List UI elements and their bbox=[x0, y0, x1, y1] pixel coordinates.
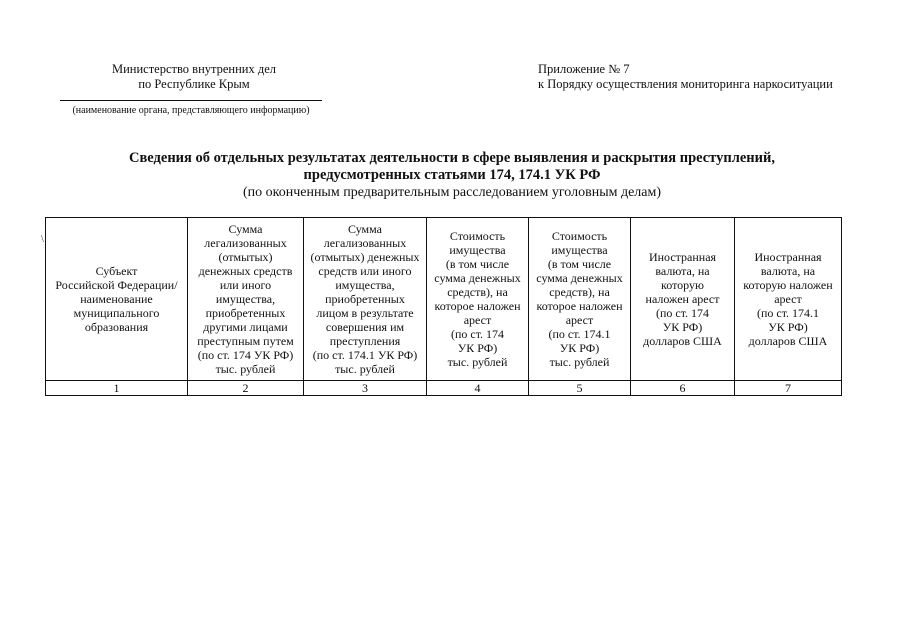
header-line: (отмытых) bbox=[218, 250, 273, 264]
header-line: тыс. рублей bbox=[215, 362, 276, 376]
header-line: Сумма bbox=[228, 222, 263, 236]
header-line: Сумма bbox=[348, 222, 382, 236]
header-line: (по ст. 174.1 bbox=[756, 306, 820, 320]
header-line: совершения им bbox=[325, 320, 405, 334]
column-header-currency-174 bbox=[631, 218, 735, 381]
column-number: 6 bbox=[631, 381, 735, 396]
header-line: Иностранная bbox=[754, 250, 822, 264]
header-line: Субъект bbox=[95, 264, 138, 278]
issuer-name-line2: по Республике Крым bbox=[138, 77, 250, 91]
column-number: 1 bbox=[46, 381, 188, 396]
header-line: наименование bbox=[80, 292, 153, 306]
header-line: (по ст. 174 УК РФ) bbox=[197, 348, 294, 362]
header-line: муниципального bbox=[73, 306, 160, 320]
header-line: имущества, bbox=[215, 292, 276, 306]
column-number: 5 bbox=[529, 381, 631, 396]
header-line: тыс. рублей bbox=[549, 355, 610, 369]
header-line: приобретенных bbox=[205, 306, 286, 320]
header-line: арест bbox=[774, 292, 802, 306]
header-line: имущества bbox=[449, 243, 506, 257]
header-line: приобретенных bbox=[325, 292, 405, 306]
header-line: которое наложен bbox=[536, 299, 623, 313]
header-line: Стоимость bbox=[551, 229, 608, 243]
header-line: Иностранная bbox=[648, 250, 717, 264]
appendix-block bbox=[538, 62, 878, 92]
column-number: 4 bbox=[427, 381, 529, 396]
column-number-row bbox=[46, 381, 842, 396]
column-header-subject bbox=[46, 218, 188, 381]
header-line: (по ст. 174 bbox=[655, 306, 710, 320]
header-line: Стоимость bbox=[449, 229, 506, 243]
header-line: (в том числе bbox=[547, 257, 612, 271]
header-line: (по ст. 174.1 bbox=[548, 327, 611, 341]
column-number: 2 bbox=[188, 381, 304, 396]
header-line: средств), на bbox=[447, 285, 508, 299]
appendix-number: Приложение № 7 bbox=[538, 62, 630, 76]
document-subtitle: (по оконченным предварительным расследованием уголовным делам) bbox=[242, 185, 662, 200]
header-line: сумма денежных bbox=[536, 271, 623, 285]
header-line: лицом в результате bbox=[316, 306, 414, 320]
header-line: (в том числе bbox=[445, 257, 510, 271]
header-line: долларов США bbox=[643, 334, 722, 348]
stray-mark: \ bbox=[41, 234, 44, 245]
appendix-reference: к Порядку осуществления мониторинга наркоситуации bbox=[538, 77, 833, 91]
header-line: Российской Федерации/ bbox=[55, 278, 178, 292]
header-line: легализованных bbox=[204, 236, 287, 250]
issuer-caption: (наименование органа, представляющего информацию) bbox=[72, 105, 310, 116]
title-line2: предусмотренных статьями 174, 174.1 УК РФ bbox=[303, 167, 601, 183]
header-line: или иного bbox=[219, 278, 272, 292]
header-line: легализованных bbox=[323, 236, 407, 250]
header-line: образования bbox=[84, 320, 149, 334]
header-line: сумма денежных bbox=[434, 271, 521, 285]
header-line: валюта, на bbox=[655, 264, 710, 278]
report-table bbox=[45, 217, 842, 396]
header-line: тыс. рублей bbox=[335, 362, 395, 376]
header-line: УК РФ) bbox=[662, 320, 703, 334]
column-number: 3 bbox=[304, 381, 427, 396]
header-line: (по ст. 174.1 УК РФ) bbox=[312, 348, 418, 362]
header-line: УК РФ) bbox=[559, 341, 600, 355]
header-line: другими лицами bbox=[203, 320, 288, 334]
column-header-sum-174 bbox=[188, 218, 304, 381]
header-line: имущества, bbox=[335, 278, 395, 292]
header-line: преступным путем bbox=[197, 334, 294, 348]
header-line: которую bbox=[661, 278, 704, 292]
header-line: которое наложен bbox=[434, 299, 521, 313]
column-header-currency-174-1 bbox=[735, 218, 842, 381]
header-line: денежных средств bbox=[198, 264, 293, 278]
header-line: УК РФ) bbox=[457, 341, 498, 355]
column-header-property-174-1 bbox=[529, 218, 631, 381]
issuer-block bbox=[60, 62, 328, 92]
header-line: имущества bbox=[551, 243, 608, 257]
column-header-property-174 bbox=[427, 218, 529, 381]
header-line: наложен арест bbox=[645, 292, 720, 306]
header-line: которую наложен bbox=[743, 278, 833, 292]
column-header-sum-174-1 bbox=[304, 218, 427, 381]
header-row bbox=[46, 218, 842, 381]
document-title bbox=[40, 150, 864, 184]
header-line: арест bbox=[463, 313, 492, 327]
column-number: 7 bbox=[735, 381, 842, 396]
header-line: арест bbox=[565, 313, 594, 327]
header-line: средств или иного bbox=[318, 264, 412, 278]
header-line: валюта, на bbox=[760, 264, 816, 278]
issuer-signature-line bbox=[60, 100, 322, 101]
header-line: (отмытых) денежных bbox=[310, 250, 420, 264]
title-line1: Сведения об отдельных результатах деятельности в сфере выявления и раскрытия преступлений, bbox=[129, 150, 775, 166]
header-line: долларов США bbox=[748, 334, 828, 348]
header-line: преступления bbox=[329, 334, 401, 348]
header-line: УК РФ) bbox=[768, 320, 808, 334]
issuer-name-line1: Министерство внутренних дел bbox=[111, 62, 277, 76]
header-line: (по ст. 174 bbox=[450, 327, 505, 341]
header-line: тыс. рублей bbox=[447, 355, 508, 369]
header-line: средств), на bbox=[549, 285, 610, 299]
